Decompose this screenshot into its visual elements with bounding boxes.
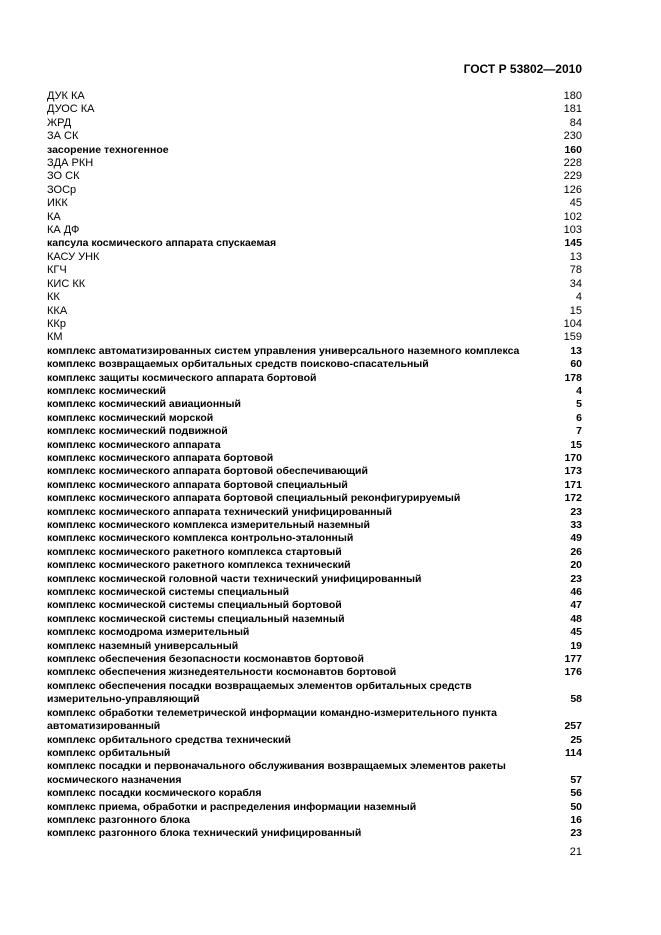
index-page-ref: 49: [570, 532, 582, 545]
index-page-ref: 34: [569, 277, 582, 290]
index-entry: [47, 103, 582, 116]
index-page-ref: 25: [570, 733, 582, 746]
index-term: комплекс космического аппарата бортовой: [47, 451, 274, 464]
index-entry: [47, 573, 582, 586]
index-term: комплекс космической системы специальный: [47, 586, 290, 599]
index-term: КИС КК: [47, 277, 86, 290]
index-term: ЗДА РКН: [47, 157, 94, 170]
index-entry: [47, 170, 582, 183]
index-page-ref: 48: [570, 612, 582, 625]
index-term: комплекс космический подвижной: [47, 425, 228, 438]
index-entry: [47, 412, 582, 425]
index-entry: [47, 184, 582, 197]
index-page-ref: 84: [569, 116, 582, 129]
index-term: комплекс обеспечения жизнедеятельности космонавтов бортовой: [47, 666, 397, 679]
index-page-ref: 171: [564, 478, 582, 491]
index-term: комплекс космического аппарата бортовой специальный реконфигурируемый: [47, 492, 461, 505]
index-page-ref: 15: [570, 438, 582, 451]
index-entry: [47, 385, 582, 398]
index-page-ref: 23: [570, 505, 582, 518]
index-entry: [47, 425, 582, 438]
index-page-ref: 19: [570, 639, 582, 652]
index-term: комплекс космического аппарата бортовой обеспечивающий: [47, 465, 368, 478]
index-entry: [47, 734, 582, 747]
index-term: комплекс обработки телеметрической информации командно-измерительного пункта автоматизированный: [47, 706, 498, 733]
index-term: комплекс космической системы специальный бортовой: [47, 599, 342, 612]
index-term: комплекс приема, обработки и распределения информации наземный: [47, 800, 417, 813]
index-entry: [47, 532, 582, 545]
index-page-ref: 46: [570, 586, 582, 599]
index-entry: [47, 707, 582, 734]
index-term: КА ДФ: [47, 224, 80, 237]
index-page-ref: 6: [576, 411, 582, 424]
index-entry: [47, 90, 582, 103]
index-page-ref: 228: [563, 157, 582, 170]
index-entry: [47, 599, 582, 612]
index-term: ЖРД: [47, 116, 72, 129]
index-entry: [47, 398, 582, 411]
index-page-ref: 170: [564, 451, 582, 464]
index-entry: [47, 666, 582, 679]
index-entry: [47, 439, 582, 452]
index-page-ref: 13: [569, 250, 582, 263]
index-page-ref: 47: [570, 599, 582, 612]
index-term: КА: [47, 210, 61, 223]
index-entry: [47, 519, 582, 532]
index-page-ref: 57: [570, 773, 582, 786]
index-entry: [47, 506, 582, 519]
index-page-ref: 178: [564, 371, 582, 384]
index-term: засорение техногенное: [47, 143, 169, 156]
index-entry: [47, 492, 582, 505]
index-page-ref: 78: [569, 264, 582, 277]
index-page-ref: 13: [570, 344, 582, 357]
index-page-ref: 230: [563, 130, 582, 143]
index-page-ref: 126: [563, 183, 582, 196]
index-term: комплекс космический авиационный: [47, 398, 241, 411]
document-header: ГОСТ Р 53802—2010: [463, 62, 582, 76]
index-term: комплекс разгонного блока технический унифицированный: [47, 827, 362, 840]
index-term: комплекс космического ракетного комплекса стартовый: [47, 545, 342, 558]
index-term: КАСУ УНК: [47, 250, 100, 263]
index-entry: [47, 653, 582, 666]
index-entry: [47, 680, 582, 707]
index-term: комплекс орбитальный: [47, 746, 171, 759]
index-term: ИКК: [47, 197, 68, 210]
index-page-ref: 45: [570, 626, 582, 639]
index-entry: [47, 211, 582, 224]
index-page-ref: 114: [565, 746, 582, 759]
index-entry: [47, 626, 582, 639]
index-page-ref: 23: [570, 572, 582, 585]
index-term: КК: [47, 291, 60, 304]
index-term: капсула космического аппарата спускаемая: [47, 237, 277, 250]
index-entry: [47, 318, 582, 331]
index-entry: [47, 546, 582, 559]
index-term: комплекс космический морской: [47, 411, 214, 424]
index-term: комплекс посадки и первоначального обслуживания возвращаемых элементов ракеты космического назначения: [47, 760, 506, 786]
index-term: комплекс космического аппарата бортовой специальный: [47, 478, 348, 491]
index-entry: [47, 760, 582, 787]
index-term: комплекс обеспечения посадки возвращаемых элементов орбитальных средств измерительно-управляющий: [47, 679, 472, 706]
index-term: комплекс космической системы специальный наземный: [47, 612, 345, 625]
index-page-ref: 176: [564, 666, 582, 679]
index-entry: [47, 130, 582, 143]
index-term: КГЧ: [47, 264, 67, 277]
index-term: комплекс разгонного блока: [47, 813, 190, 826]
index-term: ККА: [47, 304, 68, 317]
index-entry: [47, 559, 582, 572]
index-term: ДУОС КА: [47, 103, 95, 116]
index-page-ref: 15: [569, 304, 582, 317]
term-index: [47, 90, 582, 841]
index-term: комплекс космодрома измерительный: [47, 626, 250, 639]
index-term: комплекс наземный универсальный: [47, 639, 239, 652]
index-page-ref: 26: [570, 545, 582, 558]
index-term: ДУК КА: [47, 90, 85, 102]
index-entry: [47, 291, 582, 304]
index-term: ЗА СК: [47, 130, 79, 143]
index-page-ref: 102: [563, 210, 582, 223]
index-page-ref: 4: [576, 384, 582, 397]
index-page-ref: 145: [564, 237, 582, 250]
index-page-ref: 16: [570, 813, 582, 826]
index-entry: [47, 157, 582, 170]
index-term: КМ: [47, 331, 63, 344]
index-entry: [47, 345, 582, 358]
index-entry: [47, 224, 582, 237]
index-term: комплекс посадки космического корабля: [47, 787, 262, 800]
index-entry: [47, 197, 582, 210]
index-term: комплекс возвращаемых орбитальных средств поисково-спасательный: [47, 358, 429, 371]
index-entry: [47, 452, 582, 465]
page-number: 21: [569, 846, 582, 858]
index-entry: [47, 801, 582, 814]
index-term: комплекс космического аппарата: [47, 438, 221, 451]
index-page-ref: 50: [570, 800, 582, 813]
index-entry: [47, 237, 582, 250]
index-page-ref: 23: [570, 827, 582, 840]
index-page-ref: 159: [563, 331, 582, 344]
index-entry: [47, 372, 582, 385]
index-page-ref: 58: [570, 693, 582, 706]
index-page-ref: 173: [564, 465, 582, 478]
index-page-ref: 257: [564, 720, 582, 733]
index-entry: [47, 613, 582, 626]
index-page-ref: 172: [564, 492, 582, 505]
index-term: комплекс обеспечения безопасности космонавтов бортовой: [47, 653, 364, 666]
index-term: ККр: [47, 317, 66, 330]
index-entry: [47, 586, 582, 599]
index-page-ref: 5: [576, 398, 582, 411]
index-term: комплекс автоматизированных систем управления универсального наземного комплекса: [47, 344, 520, 357]
index-page-ref: 20: [570, 559, 582, 572]
index-term: комплекс космического ракетного комплекса технический: [47, 559, 351, 572]
index-term: комплекс космического комплекса контрольно-эталонный: [47, 532, 354, 545]
index-entry: [47, 117, 582, 130]
index-page-ref: 7: [576, 425, 582, 438]
index-entry: [47, 465, 582, 478]
index-entry: [47, 264, 582, 277]
index-term: комплекс космический: [47, 384, 167, 397]
index-page-ref: 45: [569, 197, 582, 210]
index-entry: [47, 640, 582, 653]
index-page-ref: 180: [563, 90, 582, 102]
index-entry: [47, 827, 582, 840]
index-entry: [47, 814, 582, 827]
index-page-ref: 104: [563, 317, 582, 330]
index-page-ref: 229: [563, 170, 582, 183]
index-page-ref: 181: [563, 103, 582, 116]
index-term: комплекс космического комплекса измерительный наземный: [47, 519, 370, 531]
index-term: комплекс защиты космического аппарата бортовой: [47, 371, 317, 384]
index-entry: [47, 278, 582, 291]
index-term: комплекс космической головной части технический унифицированный: [47, 572, 422, 585]
index-entry: [47, 747, 582, 760]
index-page-ref: 60: [570, 358, 582, 371]
index-entry: [47, 479, 582, 492]
index-page-ref: 103: [563, 224, 582, 237]
index-term: комплекс орбитального средства технический: [47, 733, 291, 746]
index-page-ref: 177: [564, 653, 582, 666]
index-page-ref: 33: [570, 519, 582, 531]
index-entry: [47, 787, 582, 800]
index-term: ЗОСр: [47, 183, 77, 196]
index-page-ref: 160: [564, 143, 582, 156]
index-entry: [47, 358, 582, 371]
index-entry: [47, 144, 582, 157]
index-entry: [47, 305, 582, 318]
index-page-ref: 4: [575, 291, 582, 304]
index-entry: [47, 251, 582, 264]
index-page-ref: 56: [570, 787, 582, 800]
index-entry: [47, 331, 582, 344]
index-term: комплекс космического аппарата технический унифицированный: [47, 505, 392, 518]
index-term: ЗО СК: [47, 170, 80, 183]
